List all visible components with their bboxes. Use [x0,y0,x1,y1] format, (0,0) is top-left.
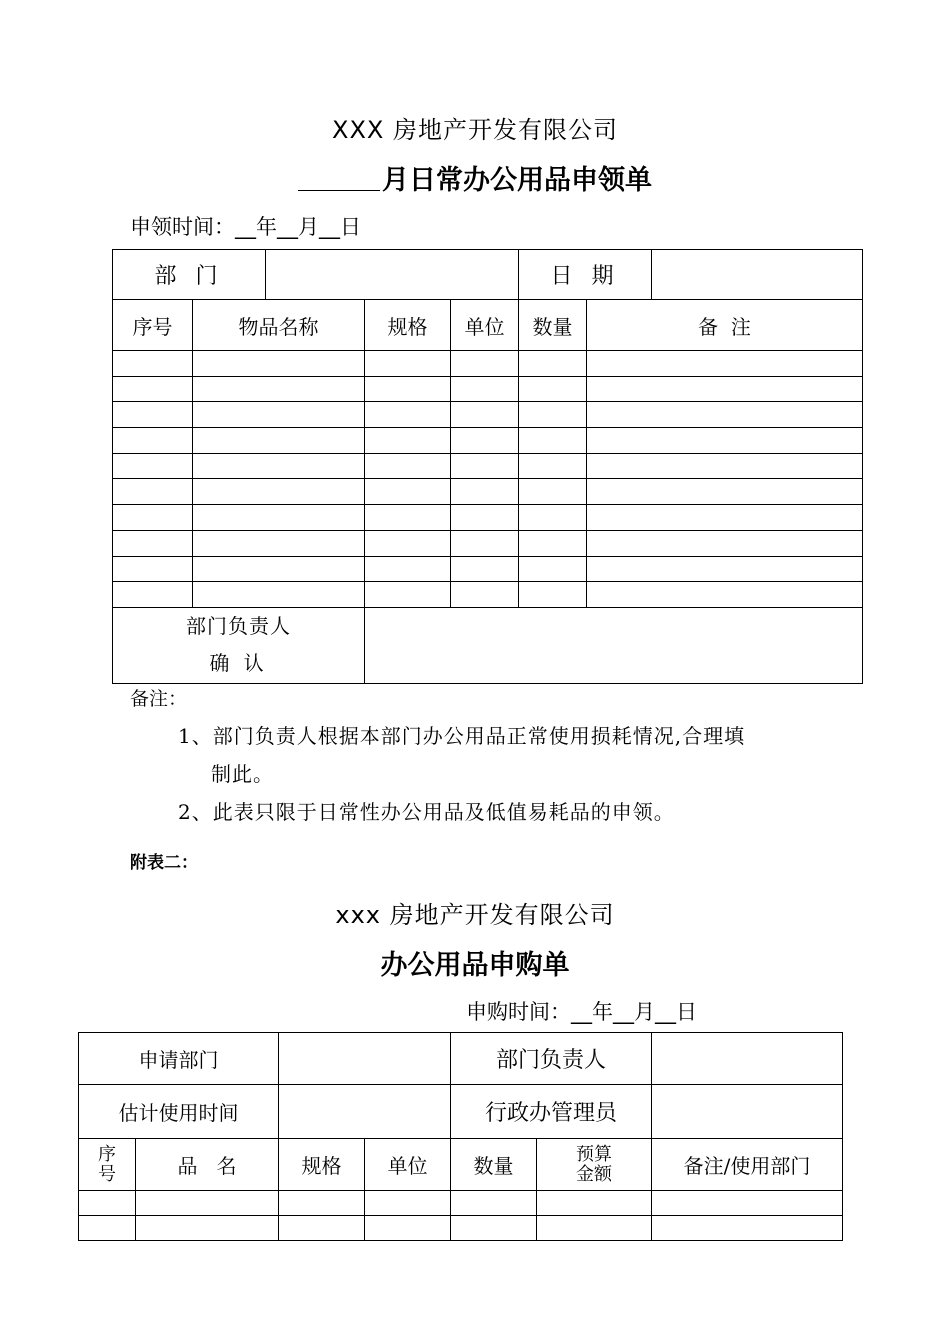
cell[interactable] [587,582,863,608]
table-row [113,479,863,505]
cell[interactable] [519,376,587,402]
purchase-form-title: 办公用品申购单 [380,950,570,981]
confirm-label-line1: 部门负责人 [186,614,291,639]
col-header: 备 注 [587,300,863,351]
confirm-label-line2: 确 认 [209,651,268,676]
confirm-label [113,607,365,683]
cell[interactable] [451,453,519,479]
cell[interactable] [519,402,587,428]
table-row [113,453,863,479]
company-name: XXX 房地产开发有限公司 [332,116,618,144]
company-name-2: xxx 房地产开发有限公司 [335,901,615,929]
notes-heading: 备注： [130,688,188,710]
cell[interactable] [365,479,451,505]
cell[interactable] [587,505,863,531]
cell[interactable] [519,453,587,479]
cell[interactable] [193,402,365,428]
col-header: 序号 [113,300,193,351]
confirm-value-cell[interactable] [365,607,863,683]
cell[interactable] [519,351,587,377]
est-time-label: 估计使用时间 [79,1085,279,1139]
cell[interactable] [193,505,365,531]
cell[interactable] [136,1216,279,1241]
cell[interactable] [113,556,193,582]
col-header-spec: 规格 [279,1139,365,1191]
cell[interactable] [365,1191,451,1216]
dept-head-label: 部门负责人 [451,1033,652,1085]
apply-dept-value[interactable] [279,1033,451,1085]
purchase-table [78,1032,843,1241]
cell[interactable] [519,505,587,531]
purchase-time: 申购时间：__年__月__日 [466,1000,697,1024]
cell[interactable] [451,582,519,608]
col-header-remark: 备注/使用部门 [652,1139,843,1191]
form-title [0,158,950,197]
cell[interactable] [587,453,863,479]
cell[interactable] [193,479,365,505]
month-blank [298,166,380,191]
note-item-1-cont: 制此。 [211,762,274,786]
cell[interactable] [79,1216,136,1241]
col-header-unit: 单位 [365,1139,451,1191]
admin-label: 行政办管理员 [451,1085,652,1139]
cell[interactable] [451,1191,537,1216]
col-header-budget-1: 预算 [576,1143,612,1165]
col-header: 单位 [451,300,519,351]
table-row [113,402,863,428]
cell[interactable] [451,402,519,428]
note-item-1: 1、部门负责人根据本部门办公用品正常使用损耗情况,合理填 [178,724,746,748]
cell[interactable] [193,351,365,377]
cell[interactable] [451,505,519,531]
cell[interactable] [113,479,193,505]
table-row [113,505,863,531]
col-header-seq-2: 号 [98,1163,116,1185]
cell[interactable] [113,582,193,608]
cell[interactable] [193,582,365,608]
cell[interactable] [193,556,365,582]
cell[interactable] [519,428,587,454]
cell[interactable] [365,556,451,582]
cell[interactable] [279,1191,365,1216]
cell[interactable] [587,530,863,556]
cell[interactable] [451,376,519,402]
table-row [79,1191,843,1216]
cell[interactable] [365,428,451,454]
date-label: 日 期 [519,250,652,300]
cell[interactable] [365,582,451,608]
cell[interactable] [113,505,193,531]
cell[interactable] [587,376,863,402]
cell[interactable] [652,1191,843,1216]
cell[interactable] [113,402,193,428]
cell[interactable] [519,530,587,556]
cell[interactable] [451,530,519,556]
col-header-budget [537,1139,652,1191]
table-row [113,351,863,377]
date-value-cell[interactable] [652,250,863,300]
col-header: 规格 [365,300,451,351]
apply-dept-label: 申请部门 [79,1033,279,1085]
dept-head-value[interactable] [652,1033,843,1085]
col-header-name: 品 名 [136,1139,279,1191]
cell[interactable] [519,556,587,582]
cell[interactable] [193,453,365,479]
cell[interactable] [365,505,451,531]
table-row [113,376,863,402]
annex-label: 附表二： [130,853,198,873]
cell[interactable] [587,402,863,428]
cell[interactable] [587,479,863,505]
cell[interactable] [279,1216,365,1241]
cell[interactable] [79,1191,136,1216]
cell[interactable] [451,1216,537,1241]
cell[interactable] [113,351,193,377]
col-header: 物品名称 [193,300,365,351]
note-item-2: 2、此表只限于日常性办公用品及低值易耗品的申领。 [178,800,675,824]
cell[interactable] [587,556,863,582]
cell[interactable] [519,479,587,505]
cell[interactable] [365,351,451,377]
cell[interactable] [113,376,193,402]
cell[interactable] [537,1216,652,1241]
cell[interactable] [113,530,193,556]
est-time-value[interactable] [279,1085,451,1139]
table-row [113,556,863,582]
col-header-qty: 数量 [451,1139,537,1191]
cell[interactable] [193,428,365,454]
dept-label: 部 门 [113,250,266,300]
cell[interactable] [451,556,519,582]
col-header-seq [79,1139,136,1191]
table-row [113,582,863,608]
cell[interactable] [365,1216,451,1241]
cell[interactable] [451,351,519,377]
col-header: 数量 [519,300,587,351]
cell[interactable] [113,428,193,454]
cell[interactable] [365,453,451,479]
cell[interactable] [193,530,365,556]
col-header-seq-1: 序 [98,1143,116,1165]
apply-time: 申领时间：__年__月__日 [130,215,361,239]
form-title-text: 月日常办公用品申领单 [382,165,652,196]
cell[interactable] [652,1216,843,1241]
cell[interactable] [587,351,863,377]
col-header-budget-2: 金额 [576,1163,612,1185]
cell[interactable] [587,428,863,454]
dept-value-cell[interactable] [266,250,519,300]
cell[interactable] [113,453,193,479]
cell[interactable] [451,479,519,505]
cell[interactable] [365,376,451,402]
cell[interactable] [365,530,451,556]
cell[interactable] [519,582,587,608]
admin-value[interactable] [652,1085,843,1139]
requisition-table [112,249,863,684]
table-row [79,1216,843,1241]
cell[interactable] [537,1191,652,1216]
table-row [113,428,863,454]
cell[interactable] [136,1191,279,1216]
cell[interactable] [193,376,365,402]
table-row [113,530,863,556]
cell[interactable] [365,402,451,428]
cell[interactable] [451,428,519,454]
